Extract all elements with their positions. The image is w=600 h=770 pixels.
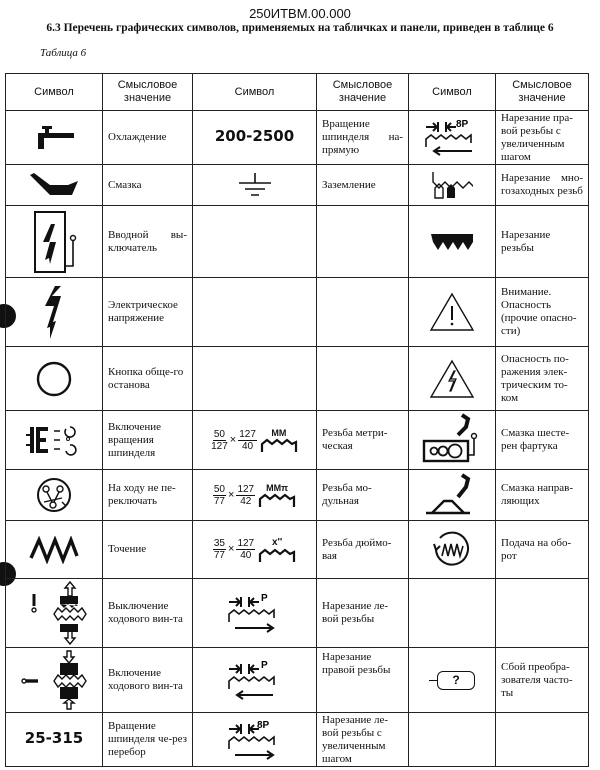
meaning-text: Кнопка обще-го останова	[103, 347, 193, 411]
meaning-text	[496, 713, 589, 767]
empty-cell	[409, 579, 496, 648]
meaning-text: Резьба мо-дульная	[317, 470, 409, 521]
meaning-text: На ходу не пе-реключать	[103, 470, 193, 521]
meaning-text	[496, 579, 589, 648]
meaning-text: Выключение ходового вин-та	[103, 579, 193, 648]
left-thread-icon	[193, 579, 317, 648]
table-row	[6, 579, 589, 648]
lightning-icon	[6, 278, 103, 347]
meaning-text: Нарезание ле-вой резьбы с увеличенным шагом	[317, 713, 409, 767]
meaning-text: Внимание. Опасность (прочие опасно-сти)	[496, 278, 589, 347]
inch-thread-ratio: $\frac{35}{77}$ × $\frac{127}{40}$ x''	[193, 521, 317, 579]
oil-can-icon	[6, 165, 103, 206]
guideway-lube-icon	[409, 470, 496, 521]
electric-hazard-icon	[409, 347, 496, 411]
meaning-text	[317, 278, 409, 347]
metric-thread-ratio: $\frac{50}{127}$ × $\frac{127}{40}$ MM	[193, 411, 317, 470]
table-row	[6, 713, 589, 767]
empty-cell	[193, 347, 317, 411]
meaning-text: Вводной вы-ключатель	[103, 206, 193, 278]
left-thread-increased-pitch-icon	[193, 713, 317, 767]
column-header: Символ	[193, 74, 317, 111]
empty-cell	[193, 278, 317, 347]
table-row	[6, 111, 589, 165]
table-row	[6, 470, 589, 521]
meaning-text: Нарезание ле-вой резьбы	[317, 579, 409, 648]
meaning-text: Смазка	[103, 165, 193, 206]
thread-cutting-icon	[409, 206, 496, 278]
table-row	[6, 278, 589, 347]
meaning-text: Вращение шпинделя че-рез перебор	[103, 713, 193, 767]
intro-text: 6.3 Перечень графических символов, применяемых на табличках и панели, приведен в таблице 6	[46, 22, 554, 34]
meaning-text: Включение вращения шпинделя	[103, 411, 193, 470]
meaning-text: Смазка направ-ляющих	[496, 470, 589, 521]
leadscrew-off-icon	[6, 579, 103, 648]
right-thread-increased-pitch-icon	[409, 111, 496, 165]
meaning-text: Охлаждение	[103, 111, 193, 165]
table-header-row	[6, 74, 589, 111]
table-row	[6, 648, 589, 713]
table-row	[6, 411, 589, 470]
meaning-text	[317, 347, 409, 411]
meaning-text: Нарезание пра-вой резьбы с увеличенным шагом	[496, 111, 589, 165]
table-caption: Таблица 6	[40, 47, 87, 59]
multi-start-thread-icon	[409, 165, 496, 206]
meaning-text: Подача на обо-рот	[496, 521, 589, 579]
meaning-text: Вращение шпинделя на-прямую	[317, 111, 409, 165]
ground-icon	[193, 165, 317, 206]
speed-range-label: 200-2500	[214, 127, 295, 145]
column-header: Символ	[409, 74, 496, 111]
meaning-text: Резьба дюймо-вая	[317, 521, 409, 579]
table-row	[6, 165, 589, 206]
table-row	[6, 206, 589, 278]
column-header: Символ	[6, 74, 103, 111]
right-thread-icon	[193, 648, 317, 713]
leadscrew-on-icon	[6, 648, 103, 713]
inverter-fault-icon: ?	[409, 648, 496, 713]
main-switch-icon	[6, 206, 103, 278]
empty-cell	[409, 713, 496, 767]
meaning-text: Смазка шесте-рен фартука	[496, 411, 589, 470]
module-thread-ratio: $\frac{50}{77}$ × $\frac{127}{42}$ MMπ	[193, 470, 317, 521]
meaning-text: Опасность по-ражения элек-трическим то-ком	[496, 347, 589, 411]
svg-text:P: P	[260, 593, 268, 604]
svg-text:8P: 8P	[256, 719, 269, 731]
meaning-text: Включение ходового вин-та	[103, 648, 193, 713]
meaning-text: Электрическое напряжение	[103, 278, 193, 347]
circle-stop-icon	[6, 347, 103, 411]
meaning-text: Нарезание резьбы	[496, 206, 589, 278]
warning-triangle-icon	[409, 278, 496, 347]
meaning-text: Нарезание правой резьбы	[317, 648, 409, 713]
meaning-text: Сбой преобра-зователя часто-ты	[496, 648, 589, 713]
meaning-text: Точение	[103, 521, 193, 579]
coolant-tap-icon	[6, 111, 103, 165]
meaning-text: Резьба метри-ческая	[317, 411, 409, 470]
symbols-table	[5, 73, 589, 767]
apron-gear-lube-icon	[409, 411, 496, 470]
document-code: 250ИТВМ.00.000	[249, 6, 351, 21]
spindle-rotation-icon	[6, 411, 103, 470]
turning-zigzag-icon	[6, 521, 103, 579]
table-row	[6, 521, 589, 579]
column-header: Смысловое значение	[103, 74, 193, 111]
column-header: Смысловое значение	[496, 74, 589, 111]
no-shift-running-icon	[6, 470, 103, 521]
feed-per-rev-icon	[409, 521, 496, 579]
meaning-text	[317, 206, 409, 278]
meaning-text: Нарезание мно-гозаходных резьб	[496, 165, 589, 206]
speed-range-label: 25-315	[24, 729, 84, 747]
column-header: Смысловое значение	[317, 74, 409, 111]
svg-text:P: P	[260, 660, 268, 671]
empty-cell	[193, 206, 317, 278]
table-row	[6, 347, 589, 411]
meaning-text: Заземление	[317, 165, 409, 206]
svg-text:8P: 8P	[456, 118, 469, 130]
